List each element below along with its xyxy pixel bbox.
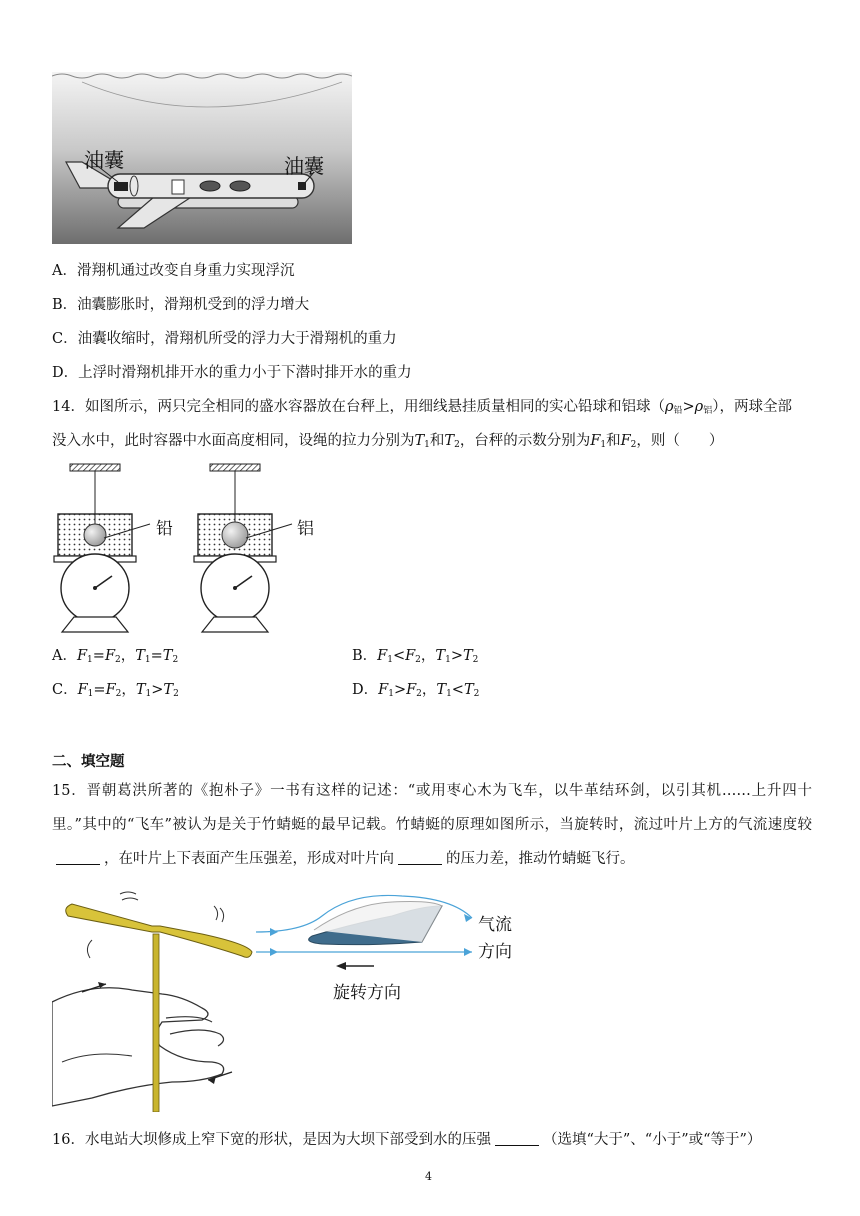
q15-blank-1[interactable] xyxy=(56,850,100,865)
glider-label-right: 油囊 xyxy=(284,154,324,178)
q14-option-d: D．$F_1>F_2$，$T_1<T_2$ xyxy=(352,682,480,699)
q14-stem-line2: 没入水中，此时容器中水面高度相同，设绳的拉力分别为$T_1$和$T_2$，台秤的示数分别为$F_1$和$F_2$，则（ ） xyxy=(52,433,724,450)
aluminum-ball-label: 铝 xyxy=(297,519,314,539)
q14-option-b: B．$F_1<F_2$，$T_1>T_2$ xyxy=(352,648,479,665)
q13-option-d: D．上浮时滑翔机排开水的重力小于下潜时排开水的重力 xyxy=(52,365,412,381)
q14-option-c: C．$F_1=F_2$，$T_1>T_2$ xyxy=(52,682,179,699)
section-heading: 二、填空题 xyxy=(52,753,125,770)
q16-stem: 16．水电站大坝修成上窄下宽的形状，是因为大坝下部受到水的压强 （选填“大于”、“小于”或“等于”） xyxy=(52,1132,762,1148)
q15-blank-2[interactable] xyxy=(398,850,442,865)
q14-option-a: A．$F_1=F_2$，$T_1=T_2$ xyxy=(52,648,179,665)
lead-ball-label: 铅 xyxy=(156,519,173,539)
airflow-label-2: 方向 xyxy=(478,942,512,962)
page-number: 4 xyxy=(425,1170,432,1183)
bamboo-dragonfly-figure xyxy=(52,886,552,1112)
q13-option-c: C．油囊收缩时，滑翔机所受的浮力大于滑翔机的重力 xyxy=(52,331,397,347)
q14-stem-line1: 14．如图所示，两只完全相同的盛水容器放在台秤上，用细线悬挂质量相同的实心铅球和铝球$(\rho_铅>\rho_铝)$，两球全部 xyxy=(52,399,792,416)
q13-option-b: B．油囊膨胀时，滑翔机受到的浮力增大 xyxy=(52,297,310,313)
q13-option-a: A．滑翔机通过改变自身重力实现浮沉 xyxy=(52,263,295,279)
balance-figure xyxy=(52,462,342,636)
q15-stem: 15．晋朝葛洪所著的《抱朴子》一书有这样的记述：“或用枣心木为飞车，以牛革结环剑，以引其机……上升四十里。”其中的“飞车”被认为是关于竹蜻蜓的最早记载。竹蜻蜓的原理如图所示，当旋转时，流过叶片上方的气流速度较，在叶片上下表面产生压强差，形成对叶片向 的压力差，推动竹蜻蜓飞行。 xyxy=(52,783,812,867)
glider-label-left: 油囊 xyxy=(84,148,124,172)
airflow-label-1: 气流 xyxy=(478,915,512,935)
q16-blank[interactable] xyxy=(495,1131,539,1146)
rotation-label: 旋转方向 xyxy=(333,983,401,1003)
